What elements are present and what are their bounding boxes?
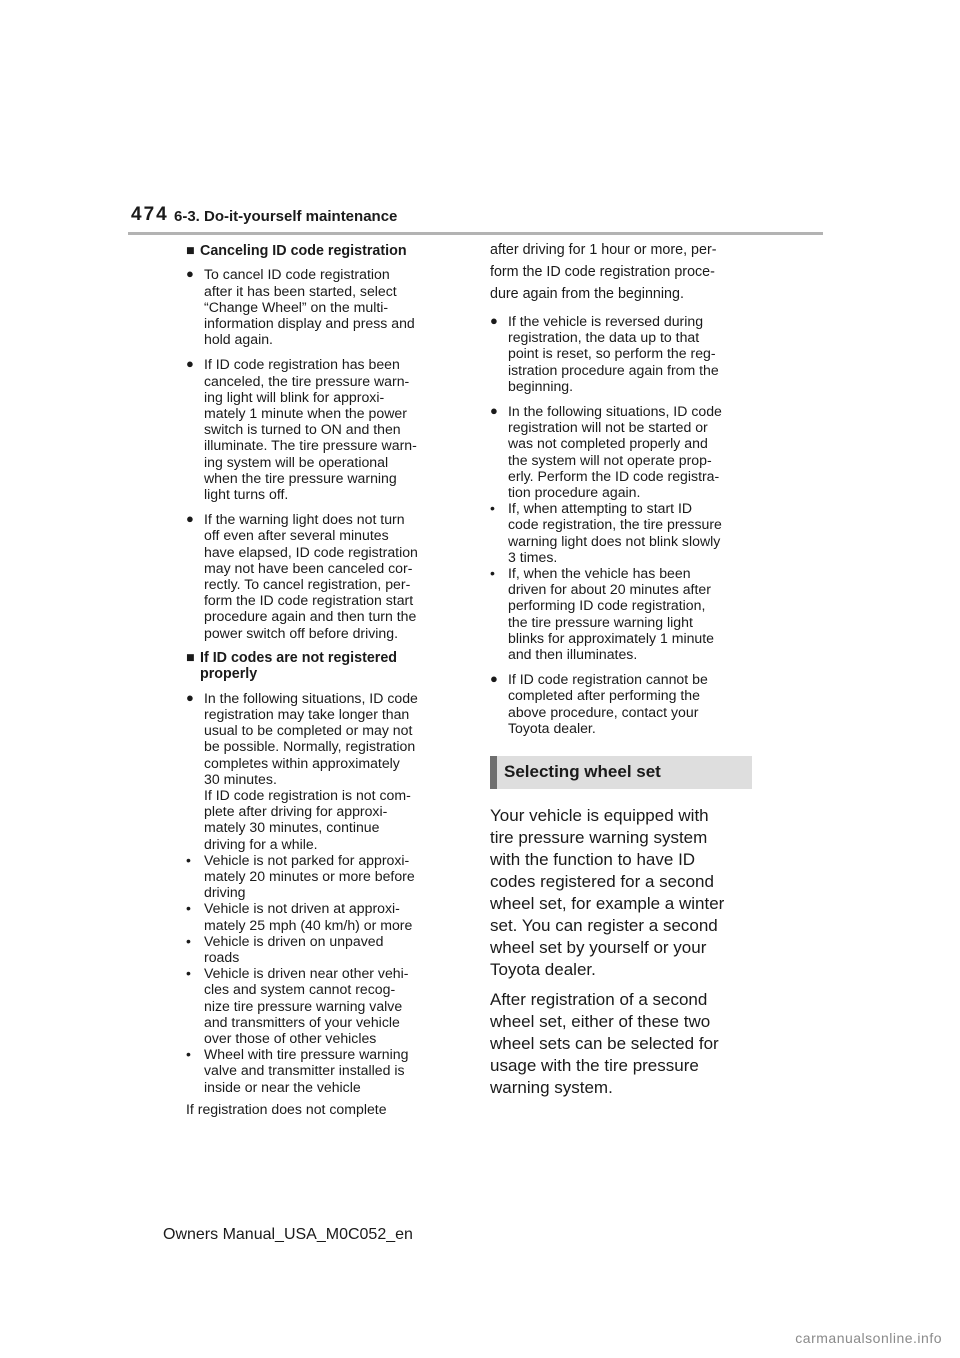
section-title: 6-3. Do-it-yourself maintenance	[174, 208, 398, 225]
dash-bullet-icon: •	[186, 1046, 191, 1063]
list-item: • If, when the vehicle has been driven for about 20 minutes after performing ID code registration, the tire pressure warning light blinks for approximately 1 minute and then illuminates.	[490, 565, 715, 663]
dash-bullet-icon: •	[490, 500, 495, 517]
list-item: • Vehicle is driven on unpaved roads	[186, 932, 384, 965]
watermark: carmanualsonline.info	[795, 1330, 942, 1346]
list-item: ● In the following situations, ID code registration may take longer than usual to be completed or may not be possible. Normally, registration completes within approximately 30 minutes. If ID code registration is not com- plete after driving for approxi- mately 30 minutes, continue driving for a while.	[186, 689, 418, 852]
situation-list	[186, 852, 468, 1095]
dash-bullet-icon: •	[186, 851, 191, 868]
list-item: ● In the following situations, ID code registration will not be started or was not completed properly and the system will not operate prop- erly. Perform the ID code registra- tion procedure again.	[490, 403, 722, 501]
list-item: • If, when attempting to start ID code registration, the tire pressure warning light does not blink slowly 3 times.	[490, 500, 722, 565]
list-item: ● If ID code registration cannot be completed after performing the above procedure, contact your Toyota dealer.	[490, 671, 708, 736]
circle-bullet-icon: ●	[186, 356, 194, 372]
dash-bullet-icon: •	[186, 965, 191, 982]
continued-text: after driving for 1 hour or more, per- form the ID code registration proce- dure again from the beginning.	[490, 242, 717, 302]
page-number: 474	[131, 204, 169, 225]
list-item: • Vehicle is driven near other vehi- cles and system cannot recog- nize tire pressure warning valve and transmitters of your vehicle over those of other vehicles	[186, 965, 409, 1046]
circle-bullet-icon: ●	[490, 313, 498, 328]
body-paragraph: After registration of a second wheel set, either of these two wheel sets can be selected for usage with the tire pressure warning system.	[490, 990, 719, 1098]
dash-bullet-icon: •	[490, 565, 495, 582]
right-column	[490, 243, 752, 1107]
list-item: ● If ID code registration has been canceled, the tire pressure warn- ing light will blink for approxi- mately 1 minute when the power switch is turned to ON and then illuminate. The tire pressure warn- ing system will be operational when the tire pressure warning light turns off.	[186, 356, 417, 503]
section-heading: Selecting wheel set	[504, 762, 661, 782]
body-paragraph: Your vehicle is equipped with tire pressure warning system with the function to have ID codes registered for a second wheel set, for example a winter set. You can register a second wheel set by yourself or your Toyota dealer.	[490, 806, 725, 980]
page-header	[128, 205, 826, 225]
header-divider	[128, 232, 823, 235]
square-bullet-icon: ■	[186, 243, 195, 259]
circle-bullet-icon: ●	[186, 266, 194, 282]
dash-bullet-icon: •	[186, 900, 191, 917]
dash-bullet-icon: •	[186, 932, 191, 949]
circle-bullet-icon: ●	[186, 689, 194, 705]
left-column	[186, 243, 468, 1117]
section-heading-box	[490, 756, 752, 789]
list-item: • Vehicle is not driven at approxi- mately 25 mph (40 km/h) or more	[186, 900, 413, 933]
circle-bullet-icon: ●	[186, 511, 194, 527]
list-item: ● If the warning light does not turn off even after several minutes have elapsed, ID code registration may not have been canceled cor- rectly. To cancel registration, per- form the ID code registration start procedure again and then turn the power switch off before driving.	[186, 511, 418, 641]
list-item: ● To cancel ID code registration after it has been started, select “Change Wheel” on the multi- information display and press and hold again.	[186, 266, 415, 348]
situation-list	[490, 500, 752, 662]
list-item: • Vehicle is not parked for approxi- mately 20 minutes or more before driving	[186, 851, 415, 901]
list-item: • Wheel with tire pressure warning valve and transmitter installed is inside or near the vehicle	[186, 1046, 409, 1095]
heading-accent-bar	[490, 756, 497, 789]
circle-bullet-icon: ●	[490, 403, 498, 419]
subheading-canceling: ■ Canceling ID code registration	[186, 243, 407, 259]
subheading-not-registered: ■ If ID codes are not registered properly	[186, 649, 398, 683]
list-item: ● If the vehicle is reversed during registration, the data up to that point is reset, so perform the reg- istration procedure again from the beginning.	[490, 313, 719, 394]
trailing-text: If registration does not complete	[186, 1100, 387, 1117]
footer-manual-id: Owners Manual_USA_M0C052_en	[163, 1226, 413, 1243]
circle-bullet-icon: ●	[490, 671, 498, 687]
square-bullet-icon: ■	[186, 649, 195, 666]
